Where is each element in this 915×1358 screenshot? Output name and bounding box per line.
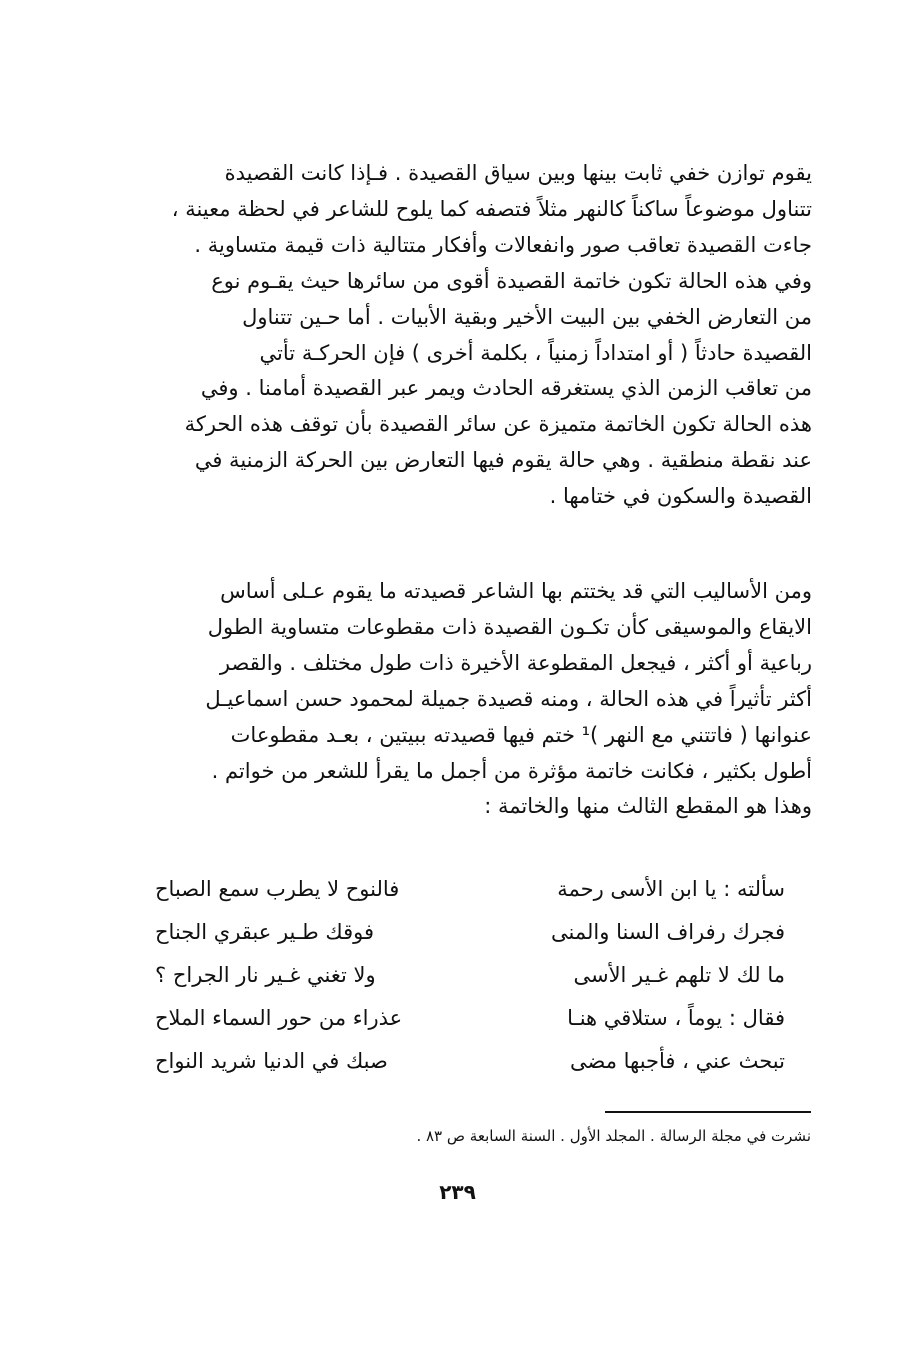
text-line: يقوم توازن خفي ثابت بينها وبين سياق القصيدة . فـإذا كانت القصيدة (224, 161, 812, 185)
poem-second-hemistich: فالنوح لا يطرب سمع الصباح (155, 877, 400, 901)
poem-verse (155, 911, 785, 954)
paragraph-endings-movement (125, 156, 812, 515)
text-line: تتناول موضوعاً ساكناً كالنهر مثلاً فتصفه كما يلوح للشاعر في لحظة معينة ، (171, 196, 812, 221)
text-line: الايقاع والموسيقى كأن تكـون القصيدة ذات مقطوعات متساوية الطول (207, 614, 812, 639)
poem-verse (155, 997, 785, 1040)
poem-second-hemistich: صبك في الدنيا شريد النواح (155, 1049, 388, 1073)
text-line: جاءت القصيدة تعاقب صور وانفعالات وأفكار متتالية ذات قيمة متساوية . (194, 232, 812, 257)
text-line: من تعاقب الزمن الذي يستغرقه الحادث ويمر عبر القصيدة أمامنا . وفي (200, 376, 812, 401)
footnote-divider (605, 1111, 811, 1113)
text-line: هذه الحالة تكون الخاتمة متميزة عن سائر القصيدة بأن توقف هذه الحركة (184, 412, 812, 437)
poem-verse (155, 1040, 785, 1083)
text-line: رباعية أو أكثر ، فيجعل المقطوعة الأخيرة ذات طول مختلف . والقصر (219, 650, 812, 675)
text-line: وهذا هو المقطع الثالث منها والخاتمة : (484, 794, 812, 819)
page-number: ٢٣٩ (439, 1180, 476, 1204)
poem-second-hemistich: فوقك طـير عبقري الجناح (155, 920, 375, 944)
paragraph-endings-rhythm (125, 574, 812, 825)
text-line: ومن الأساليب التي قد يختتم بها الشاعر قصيدته ما يقوم عـلى أساس (220, 579, 812, 603)
poem-verse (155, 868, 785, 911)
text-line: القصيدة والسكون في ختامها . (549, 484, 812, 509)
poem-first-hemistich: سألته : يا ابن الأسى رحمة (557, 877, 785, 901)
text-line: من التعارض الخفي بين البيت الأخير وبقية الأبيات . أما حـين تتناول (242, 304, 812, 329)
poem-first-hemistich: تبحث عني ، فأجبها مضى (569, 1049, 785, 1073)
text-line: أطول بكثير ، فكانت خاتمة مؤثرة من أجمل ما يقرأ للشعر من خواتم . (211, 758, 812, 783)
text-line: وفي هذه الحالة تكون خاتمة القصيدة أقوى من سائرها حيث يقـوم نوع (211, 268, 812, 293)
poem-second-hemistich: عذراء من حور السماء الملاح (155, 1006, 403, 1030)
poem-first-hemistich: فقال : يوماً ، ستلاقي هنـا (567, 1006, 785, 1030)
poem-second-hemistich: ولا تغني غـير نار الجراح ؟ (155, 963, 376, 987)
poem-first-hemistich: ما لك لا تلهم غـير الأسى (573, 963, 785, 987)
poem-verse (155, 954, 785, 997)
text-line: عند نقطة منطقية . وهي حالة يقوم فيها التعارض بين الحركة الزمنية في (194, 448, 812, 473)
text-line: أكثر تأثيراً في هذه الحالة ، ومنه قصيدة جميلة لمحمود حسن اسماعيـل (205, 686, 812, 711)
text-line: القصيدة حادثاً ( أو امتداداً زمنياً ، بكلمة أخرى ) فإن الحركـة تأتي (259, 340, 812, 365)
poem-excerpt (155, 868, 785, 1083)
text-line: عنوانها ( فاتتني مع النهر )¹ ختم فيها قصيدته ببيتين ، بعـد مقطوعات (230, 722, 812, 747)
footnote: نشرت في مجلة الرسالة . المجلد الأول . السنة السابعة ص ٨٣ . (416, 1127, 811, 1145)
poem-first-hemistich: فجرك رفراف السنا والمنى (551, 920, 785, 944)
